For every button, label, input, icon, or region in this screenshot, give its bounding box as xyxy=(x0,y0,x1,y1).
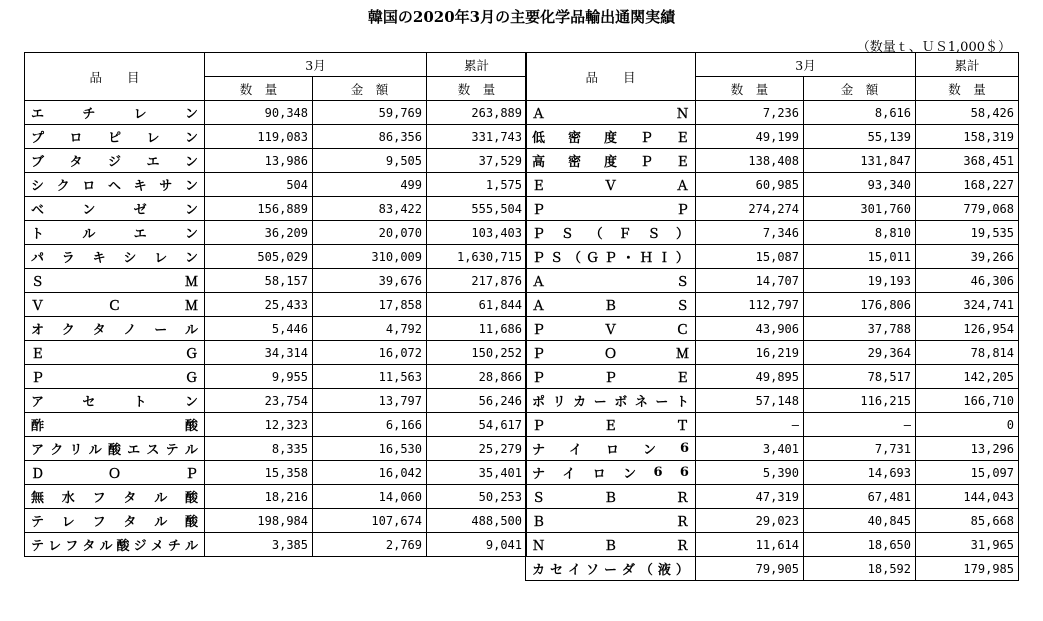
right-table xyxy=(525,52,1019,581)
item-name-cell xyxy=(25,125,205,149)
quantity-cell: 504 xyxy=(205,173,313,197)
item-name-cell xyxy=(25,365,205,389)
amount-cell: 7,731 xyxy=(804,437,916,461)
item-name-cell xyxy=(25,293,205,317)
item-name-cell xyxy=(526,125,696,149)
item-name-cell xyxy=(526,461,696,485)
amount-cell: 83,422 xyxy=(313,197,427,221)
quantity-cell: 5,390 xyxy=(696,461,804,485)
item-name: Ｄ Ｏ Ｐ xyxy=(31,467,198,482)
quantity-cell: 15,358 xyxy=(205,461,313,485)
item-name-cell xyxy=(526,533,696,557)
amount-cell: 16,042 xyxy=(313,461,427,485)
item-name-cell xyxy=(25,341,205,365)
cumulative-cell: 13,296 xyxy=(916,437,1019,461)
item-name: Ｅ Ｖ Ａ xyxy=(532,179,689,194)
header-quantity: 数 量 xyxy=(205,77,313,101)
item-name-cell xyxy=(25,173,205,197)
table-row xyxy=(25,461,527,485)
cumulative-cell: 779,068 xyxy=(916,197,1019,221)
amount-cell: 301,760 xyxy=(804,197,916,221)
quantity-cell: 119,083 xyxy=(205,125,313,149)
item-name-cell xyxy=(526,317,696,341)
cumulative-cell: 555,504 xyxy=(427,197,527,221)
quantity-cell: 57,148 xyxy=(696,389,804,413)
amount-cell: 8,810 xyxy=(804,221,916,245)
amount-cell: 13,797 xyxy=(313,389,427,413)
amount-cell: 16,072 xyxy=(313,341,427,365)
amount-cell: 15,011 xyxy=(804,245,916,269)
cumulative-cell: 166,710 xyxy=(916,389,1019,413)
table-row xyxy=(25,245,527,269)
table-row xyxy=(526,557,1019,581)
table-row xyxy=(526,197,1019,221)
item-name: テ レ フ タ ル 酸 xyxy=(31,515,198,530)
item-name: シ ク ロ ヘ キ サ ン xyxy=(31,179,198,194)
table-row xyxy=(25,293,527,317)
amount-cell: 18,592 xyxy=(804,557,916,581)
amount-cell: 55,139 xyxy=(804,125,916,149)
item-name: ベ ン ゼ ン xyxy=(31,203,198,218)
amount-cell: 499 xyxy=(313,173,427,197)
item-name-cell xyxy=(526,509,696,533)
quantity-cell: 8,335 xyxy=(205,437,313,461)
table-row xyxy=(25,365,527,389)
cumulative-cell: 46,306 xyxy=(916,269,1019,293)
quantity-cell: 138,408 xyxy=(696,149,804,173)
header-amount: 金 額 xyxy=(313,77,427,101)
cumulative-cell: 144,043 xyxy=(916,485,1019,509)
table-row xyxy=(25,269,527,293)
table-row xyxy=(526,293,1019,317)
table-row xyxy=(526,173,1019,197)
cumulative-cell: 158,319 xyxy=(916,125,1019,149)
amount-cell: 39,676 xyxy=(313,269,427,293)
amount-cell: 67,481 xyxy=(804,485,916,509)
page-title: 韓国の2020年3月の主要化学品輸出通関実績 xyxy=(367,8,676,26)
item-name-cell xyxy=(526,557,696,581)
table-row xyxy=(526,389,1019,413)
table-row xyxy=(526,245,1019,269)
item-name: Ｐ Ｏ Ｍ xyxy=(532,347,689,362)
table-row xyxy=(25,221,527,245)
cumulative-cell: 331,743 xyxy=(427,125,527,149)
item-name: カ セ イ ソ ー ダ （ 液 ） xyxy=(532,563,689,578)
amount-cell: 93,340 xyxy=(804,173,916,197)
item-name-cell xyxy=(25,245,205,269)
quantity-cell: 15,087 xyxy=(696,245,804,269)
amount-cell: 176,806 xyxy=(804,293,916,317)
amount-cell: 40,845 xyxy=(804,509,916,533)
table-row xyxy=(526,125,1019,149)
item-name: Ｓ Ｍ xyxy=(31,275,198,290)
item-name-cell xyxy=(25,389,205,413)
quantity-cell: 7,236 xyxy=(696,101,804,125)
amount-cell: 6,166 xyxy=(313,413,427,437)
cumulative-cell: 168,227 xyxy=(916,173,1019,197)
cumulative-cell: 324,741 xyxy=(916,293,1019,317)
quantity-cell: 156,889 xyxy=(205,197,313,221)
item-name-cell xyxy=(526,197,696,221)
item-name: Ｂ Ｒ xyxy=(532,515,689,530)
item-name: プ ロ ピ レ ン xyxy=(31,131,198,146)
table-row xyxy=(526,317,1019,341)
quantity-cell: 7,346 xyxy=(696,221,804,245)
item-name: Ｎ Ｂ Ｒ xyxy=(532,539,689,554)
item-name: Ｐ Ｅ Ｔ xyxy=(532,419,689,434)
cumulative-cell: 0 xyxy=(916,413,1019,437)
table-row xyxy=(526,485,1019,509)
header-cum-quantity: 数 量 xyxy=(916,77,1019,101)
quantity-cell: 34,314 xyxy=(205,341,313,365)
cumulative-cell: 263,889 xyxy=(427,101,527,125)
quantity-cell: 60,985 xyxy=(696,173,804,197)
quantity-cell: 49,199 xyxy=(696,125,804,149)
cumulative-cell: 35,401 xyxy=(427,461,527,485)
table-row xyxy=(25,317,527,341)
item-name: Ｐ Ｓ （ Ｆ Ｓ ） xyxy=(532,227,689,242)
table-row xyxy=(526,149,1019,173)
cumulative-cell: 1,575 xyxy=(427,173,527,197)
quantity-cell: 47,319 xyxy=(696,485,804,509)
item-name: Ｐ Ｇ xyxy=(31,371,198,386)
cumulative-cell: 54,617 xyxy=(427,413,527,437)
header-month: 3月 xyxy=(696,53,916,77)
item-name-cell xyxy=(526,245,696,269)
quantity-cell: 23,754 xyxy=(205,389,313,413)
quantity-cell: 43,906 xyxy=(696,317,804,341)
item-name: ア セ ト ン xyxy=(31,395,198,410)
table-row xyxy=(526,533,1019,557)
cumulative-cell: 15,097 xyxy=(916,461,1019,485)
cumulative-cell: 61,844 xyxy=(427,293,527,317)
table-row xyxy=(526,365,1019,389)
quantity-cell: 90,348 xyxy=(205,101,313,125)
cumulative-cell: 37,529 xyxy=(427,149,527,173)
quantity-cell: 11,614 xyxy=(696,533,804,557)
item-name: ポ リ カ ー ボ ネ ー ト xyxy=(532,395,689,410)
table-row xyxy=(526,461,1019,485)
item-name-cell xyxy=(25,509,205,533)
amount-cell: 86,356 xyxy=(313,125,427,149)
cumulative-cell: 103,403 xyxy=(427,221,527,245)
quantity-cell: 9,955 xyxy=(205,365,313,389)
amount-cell: 17,858 xyxy=(313,293,427,317)
table-row xyxy=(526,509,1019,533)
cumulative-cell: 126,954 xyxy=(916,317,1019,341)
cumulative-cell: 1,630,715 xyxy=(427,245,527,269)
item-name: 高 密 度 Ｐ Ｅ xyxy=(532,155,689,170)
quantity-cell: 36,209 xyxy=(205,221,313,245)
table-row xyxy=(25,437,527,461)
item-name: Ａ Ｓ xyxy=(532,275,689,290)
table-row xyxy=(25,197,527,221)
item-name: ブ タ ジ エ ン xyxy=(31,155,198,170)
item-name: Ｐ Ｐ xyxy=(532,203,689,218)
cumulative-cell: 19,535 xyxy=(916,221,1019,245)
item-name: Ｖ Ｃ Ｍ xyxy=(31,299,198,314)
table-row xyxy=(526,101,1019,125)
item-name: オ ク タ ノ ー ル xyxy=(31,323,198,338)
amount-cell: ― xyxy=(804,413,916,437)
amount-cell: 8,616 xyxy=(804,101,916,125)
amount-cell: 107,674 xyxy=(313,509,427,533)
item-name: 酢 酸 xyxy=(31,419,198,434)
quantity-cell: 5,446 xyxy=(205,317,313,341)
amount-cell: 9,505 xyxy=(313,149,427,173)
table-row xyxy=(25,413,527,437)
amount-cell: 78,517 xyxy=(804,365,916,389)
item-name-cell xyxy=(526,293,696,317)
header-cumulative: 累計 xyxy=(427,53,527,77)
table-row xyxy=(526,269,1019,293)
amount-cell: 14,693 xyxy=(804,461,916,485)
cumulative-cell: 25,279 xyxy=(427,437,527,461)
cumulative-cell: 50,253 xyxy=(427,485,527,509)
item-name: ナ イ ロ ン 6 xyxy=(532,441,689,458)
quantity-cell: 274,274 xyxy=(696,197,804,221)
left-table xyxy=(24,52,527,557)
table-row xyxy=(25,173,527,197)
item-name-cell xyxy=(526,173,696,197)
item-name-cell xyxy=(526,221,696,245)
quantity-cell: 29,023 xyxy=(696,509,804,533)
quantity-cell: 198,984 xyxy=(205,509,313,533)
item-name-cell xyxy=(526,101,696,125)
amount-cell: 131,847 xyxy=(804,149,916,173)
header-item: 品 目 xyxy=(25,53,205,101)
amount-cell: 19,193 xyxy=(804,269,916,293)
item-name: パ ラ キ シ レ ン xyxy=(31,251,198,266)
item-name-cell xyxy=(25,101,205,125)
item-name-cell xyxy=(526,413,696,437)
item-name: Ｅ Ｇ xyxy=(31,347,198,362)
item-name: ト ル エ ン xyxy=(31,227,198,242)
amount-cell: 37,788 xyxy=(804,317,916,341)
cumulative-cell: 58,426 xyxy=(916,101,1019,125)
quantity-cell: 13,986 xyxy=(205,149,313,173)
item-name-cell xyxy=(526,149,696,173)
table-row xyxy=(25,101,527,125)
quantity-cell: 3,385 xyxy=(205,533,313,557)
item-name-cell xyxy=(526,365,696,389)
amount-cell: 18,650 xyxy=(804,533,916,557)
table-row xyxy=(25,533,527,557)
quantity-cell: 3,401 xyxy=(696,437,804,461)
cumulative-cell: 217,876 xyxy=(427,269,527,293)
amount-cell: 11,563 xyxy=(313,365,427,389)
table-row xyxy=(526,341,1019,365)
item-name-cell xyxy=(25,437,205,461)
cumulative-cell: 142,205 xyxy=(916,365,1019,389)
quantity-cell: 58,157 xyxy=(205,269,313,293)
unit-note: （数量ｔ、ＵＳ1,000＄） xyxy=(856,40,1011,55)
table-row xyxy=(526,221,1019,245)
item-name-cell xyxy=(526,341,696,365)
cumulative-cell: 179,985 xyxy=(916,557,1019,581)
item-name: 無 水 フ タ ル 酸 xyxy=(31,491,198,506)
amount-cell: 14,060 xyxy=(313,485,427,509)
item-name: ナ イ ロ ン 6 6 xyxy=(532,465,689,482)
quantity-cell: 79,905 xyxy=(696,557,804,581)
header-cum-quantity: 数 量 xyxy=(427,77,527,101)
amount-cell: 20,070 xyxy=(313,221,427,245)
quantity-cell: 25,433 xyxy=(205,293,313,317)
item-name-cell xyxy=(25,269,205,293)
table-row xyxy=(25,485,527,509)
amount-cell: 29,364 xyxy=(804,341,916,365)
amount-cell: 116,215 xyxy=(804,389,916,413)
table-row xyxy=(25,341,527,365)
amount-cell: 59,769 xyxy=(313,101,427,125)
item-name-cell xyxy=(25,485,205,509)
amount-cell: 16,530 xyxy=(313,437,427,461)
item-name-cell xyxy=(526,485,696,509)
quantity-cell: 49,895 xyxy=(696,365,804,389)
amount-cell: 4,792 xyxy=(313,317,427,341)
item-name: 低 密 度 Ｐ Ｅ xyxy=(532,131,689,146)
item-name: ア ク リ ル 酸 エ ス テ ル xyxy=(31,443,198,458)
cumulative-cell: 56,246 xyxy=(427,389,527,413)
item-name: Ａ Ｂ Ｓ xyxy=(532,299,689,314)
item-name-cell xyxy=(25,413,205,437)
quantity-cell: 12,323 xyxy=(205,413,313,437)
quantity-cell: 14,707 xyxy=(696,269,804,293)
cumulative-cell: 85,668 xyxy=(916,509,1019,533)
table-row xyxy=(25,509,527,533)
cumulative-cell: 150,252 xyxy=(427,341,527,365)
table-row xyxy=(526,413,1019,437)
table-row xyxy=(526,437,1019,461)
item-name-cell xyxy=(25,197,205,221)
header-quantity: 数 量 xyxy=(696,77,804,101)
item-name: Ｐ Ｓ （ Ｇ Ｐ ・ Ｈ Ｉ ） xyxy=(532,251,689,266)
quantity-cell: 505,029 xyxy=(205,245,313,269)
quantity-cell: ― xyxy=(696,413,804,437)
item-name: Ｓ Ｂ Ｒ xyxy=(532,491,689,506)
header-month: 3月 xyxy=(205,53,427,77)
table-row xyxy=(25,149,527,173)
cumulative-cell: 11,686 xyxy=(427,317,527,341)
header-amount: 金 額 xyxy=(804,77,916,101)
item-name-cell xyxy=(526,437,696,461)
item-name-cell xyxy=(25,533,205,557)
item-name-cell xyxy=(526,389,696,413)
cumulative-cell: 28,866 xyxy=(427,365,527,389)
quantity-cell: 16,219 xyxy=(696,341,804,365)
item-name: Ｐ Ｐ Ｅ xyxy=(532,371,689,386)
cumulative-cell: 39,266 xyxy=(916,245,1019,269)
header-item: 品 目 xyxy=(526,53,696,101)
item-name-cell xyxy=(25,221,205,245)
cumulative-cell: 488,500 xyxy=(427,509,527,533)
item-name-cell xyxy=(25,317,205,341)
item-name-cell xyxy=(526,269,696,293)
item-name: エ チ レ ン xyxy=(31,107,198,122)
quantity-cell: 18,216 xyxy=(205,485,313,509)
table-row xyxy=(25,389,527,413)
item-name-cell xyxy=(25,149,205,173)
item-name: Ａ Ｎ xyxy=(532,107,689,122)
item-name: Ｐ Ｖ Ｃ xyxy=(532,323,689,338)
item-name-cell xyxy=(25,461,205,485)
table-row xyxy=(25,125,527,149)
cumulative-cell: 9,041 xyxy=(427,533,527,557)
cumulative-cell: 78,814 xyxy=(916,341,1019,365)
quantity-cell: 112,797 xyxy=(696,293,804,317)
amount-cell: 2,769 xyxy=(313,533,427,557)
item-name: テ レ フ タ ル 酸 ジ メ チ ル xyxy=(31,539,198,554)
cumulative-cell: 31,965 xyxy=(916,533,1019,557)
amount-cell: 310,009 xyxy=(313,245,427,269)
cumulative-cell: 368,451 xyxy=(916,149,1019,173)
header-cumulative: 累計 xyxy=(916,53,1019,77)
